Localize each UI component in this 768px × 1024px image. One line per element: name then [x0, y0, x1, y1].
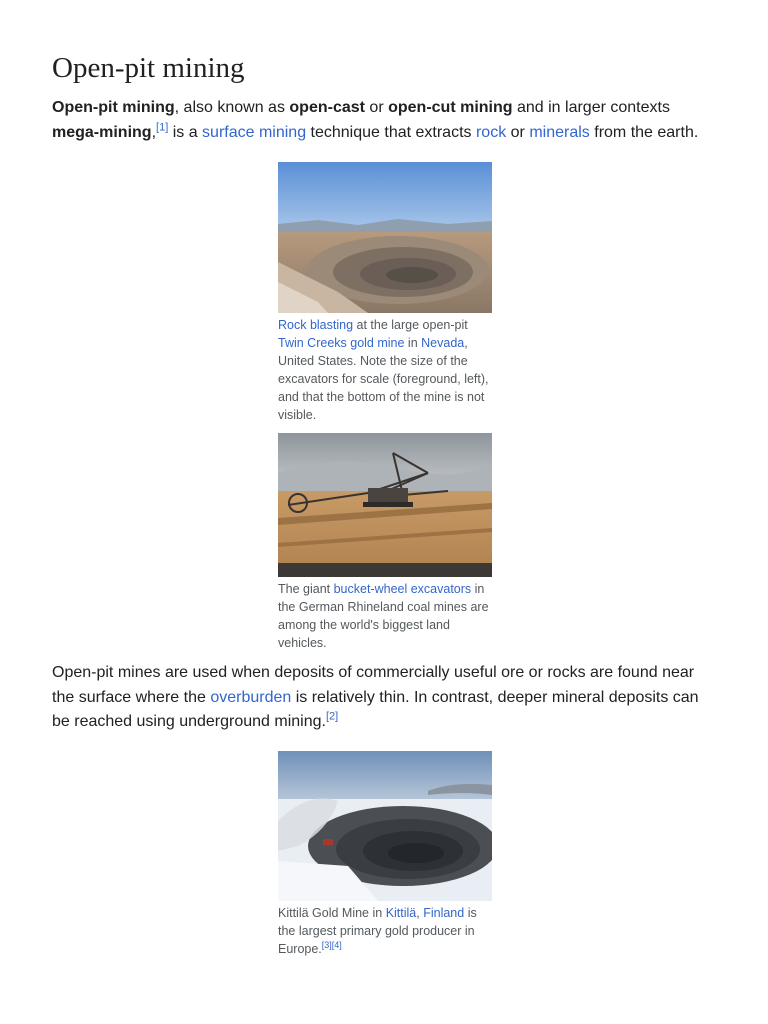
- text: or: [506, 123, 530, 141]
- bold-term: open-cast: [289, 99, 365, 116]
- citation-link[interactable]: [1]: [156, 121, 169, 134]
- bold-term: Open-pit mining: [52, 99, 175, 116]
- link-finland[interactable]: Finland: [423, 906, 465, 920]
- bold-term: mega-mining: [52, 123, 152, 141]
- citation-link[interactable]: [3][4]: [321, 939, 342, 950]
- text: , United States. Note the size of the excavators for scale (foreground, left), and that the bottom of the mine is not visible.: [278, 336, 489, 422]
- text: Open-pit mines are used when deposits of commercially useful ore or rocks are found near the surface where the: [52, 664, 695, 706]
- figure-kittila: [278, 751, 492, 958]
- text: in: [404, 336, 422, 350]
- figure-caption: [278, 580, 492, 652]
- body-paragraph: [52, 661, 712, 735]
- figure-caption: [278, 316, 492, 424]
- text: ,: [151, 123, 157, 141]
- intro-paragraph: [52, 96, 712, 145]
- page-title: Open-pit mining: [52, 52, 245, 84]
- text: Kittilä Gold Mine in: [278, 906, 386, 920]
- figure-twin-creeks: [278, 162, 492, 424]
- text: is a: [168, 123, 203, 141]
- figure-bucket-wheel: [278, 433, 492, 652]
- text: , also known as: [174, 99, 290, 116]
- text: is relatively thin. In contrast, deeper mineral deposits can be reached using underground mining.: [52, 688, 699, 730]
- text: technique that extracts: [306, 123, 476, 141]
- link-twin-creeks[interactable]: Twin Creeks gold mine: [278, 336, 405, 350]
- text: from the earth.: [589, 123, 699, 141]
- bold-term: open-cut mining: [388, 99, 513, 116]
- text: or: [364, 99, 389, 116]
- open-pit-mine-photo[interactable]: [278, 162, 492, 313]
- link-minerals[interactable]: minerals: [529, 123, 590, 141]
- text: ,: [416, 906, 424, 920]
- link-surface-mining[interactable]: surface mining: [202, 123, 307, 141]
- citation-link[interactable]: [2]: [325, 710, 339, 723]
- kittila-gold-mine-photo[interactable]: [278, 751, 492, 901]
- text: at the large open-pit: [353, 318, 468, 332]
- link-kittila[interactable]: Kittilä: [385, 906, 417, 920]
- link-nevada[interactable]: Nevada: [421, 336, 465, 350]
- bucket-wheel-excavator-photo[interactable]: [278, 433, 492, 577]
- text: is the largest primary gold producer in Europe.: [278, 906, 477, 956]
- text: The giant: [278, 582, 334, 596]
- text: and in larger contexts: [512, 99, 670, 116]
- text: in the German Rhineland coal mines are among the world's biggest land vehicles.: [278, 582, 489, 650]
- link-bucket-wheel-excavators[interactable]: bucket-wheel excavators: [333, 582, 472, 596]
- link-rock-blasting[interactable]: Rock blasting: [278, 318, 354, 332]
- figure-caption: [278, 904, 492, 958]
- link-overburden[interactable]: overburden: [210, 688, 292, 706]
- link-rock[interactable]: rock: [475, 123, 507, 141]
